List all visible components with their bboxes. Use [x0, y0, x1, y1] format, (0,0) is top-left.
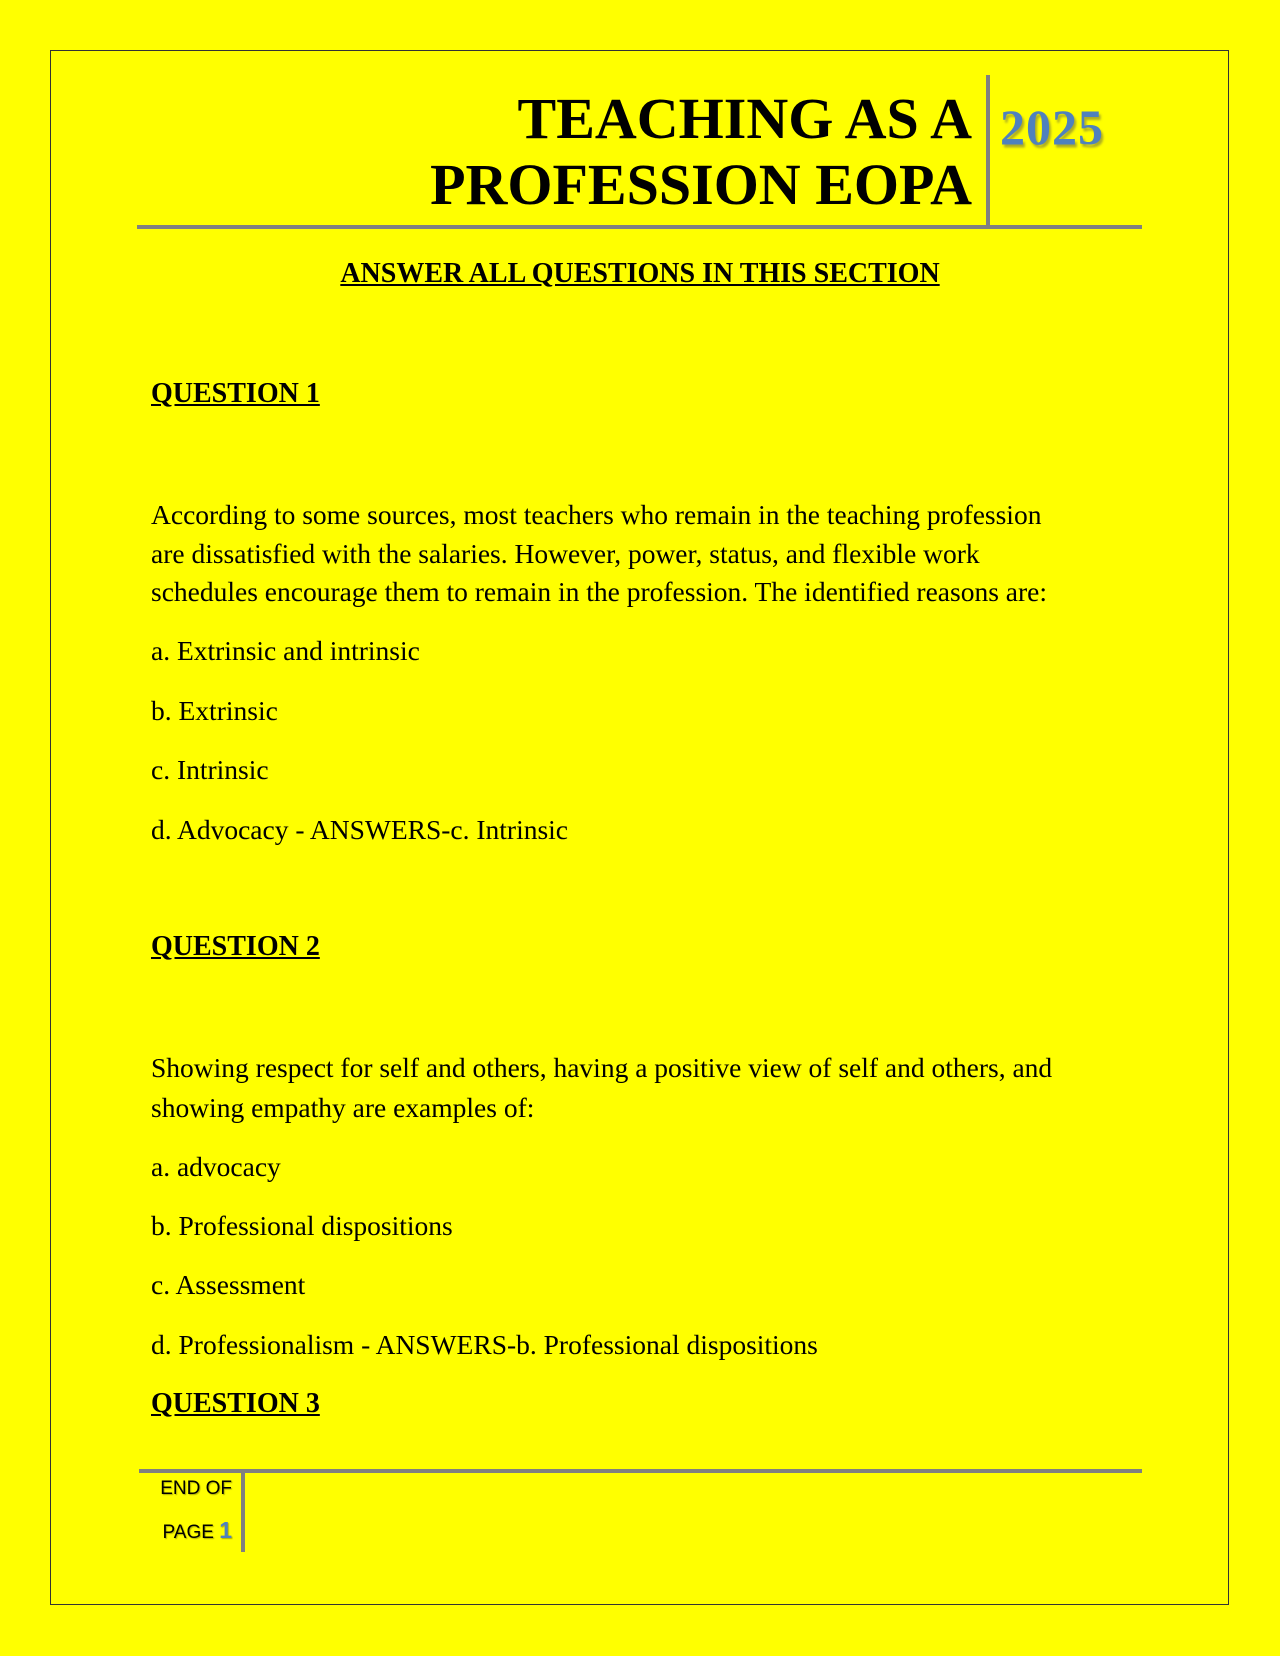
- question-1-option-c: c. Intrinsic: [151, 754, 269, 785]
- footer-page: [163, 1517, 232, 1544]
- header-divider: [986, 75, 990, 227]
- question-2-option-d: d. Professionalism - ANSWERS-b. Professional dispositions: [151, 1329, 818, 1360]
- question-2-stem-line: Showing respect for self and others, having a positive view of self and others, and: [151, 1052, 1053, 1083]
- footer-rule: [139, 1469, 1142, 1473]
- title-line-1: TEACHING AS A: [517, 86, 972, 151]
- question-3-heading: QUESTION 3: [151, 1388, 320, 1419]
- question-1-stem-line: schedules encourage them to remain in the profession. The identified reasons are:: [151, 576, 1047, 607]
- question-2-option-b: b. Professional dispositions: [151, 1210, 453, 1241]
- question-2-option-c: c. Assessment: [151, 1269, 306, 1300]
- question-1-option-d: d. Advocacy - ANSWERS-c. Intrinsic: [151, 814, 569, 845]
- header-rule: [137, 225, 1142, 229]
- year-label: 2025: [1000, 99, 1104, 155]
- question-1-heading: QUESTION 1: [151, 378, 320, 409]
- footer-page-label: PAGE: [162, 1522, 214, 1543]
- title-line-2: PROFESSION EOPA: [430, 152, 972, 217]
- question-2-heading: QUESTION 2: [151, 931, 320, 962]
- footer-divider: [241, 1469, 245, 1552]
- page-number: 1: [219, 1517, 232, 1543]
- section-instruction: ANSWER ALL QUESTIONS IN THIS SECTION: [340, 258, 940, 289]
- question-1-stem-line: According to some sources, most teachers who remain in the teaching profession: [151, 499, 1042, 530]
- question-2-stem-line: showing empathy are examples of:: [151, 1092, 535, 1123]
- footer-end-of: END OF: [160, 1478, 232, 1499]
- question-1-stem-line: are dissatisfied with the salaries. However, power, status, and flexible work: [151, 538, 980, 569]
- question-1-option-b: b. Extrinsic: [151, 695, 278, 726]
- question-2-option-a: a. advocacy: [151, 1151, 281, 1182]
- question-1-option-a: a. Extrinsic and intrinsic: [151, 635, 420, 666]
